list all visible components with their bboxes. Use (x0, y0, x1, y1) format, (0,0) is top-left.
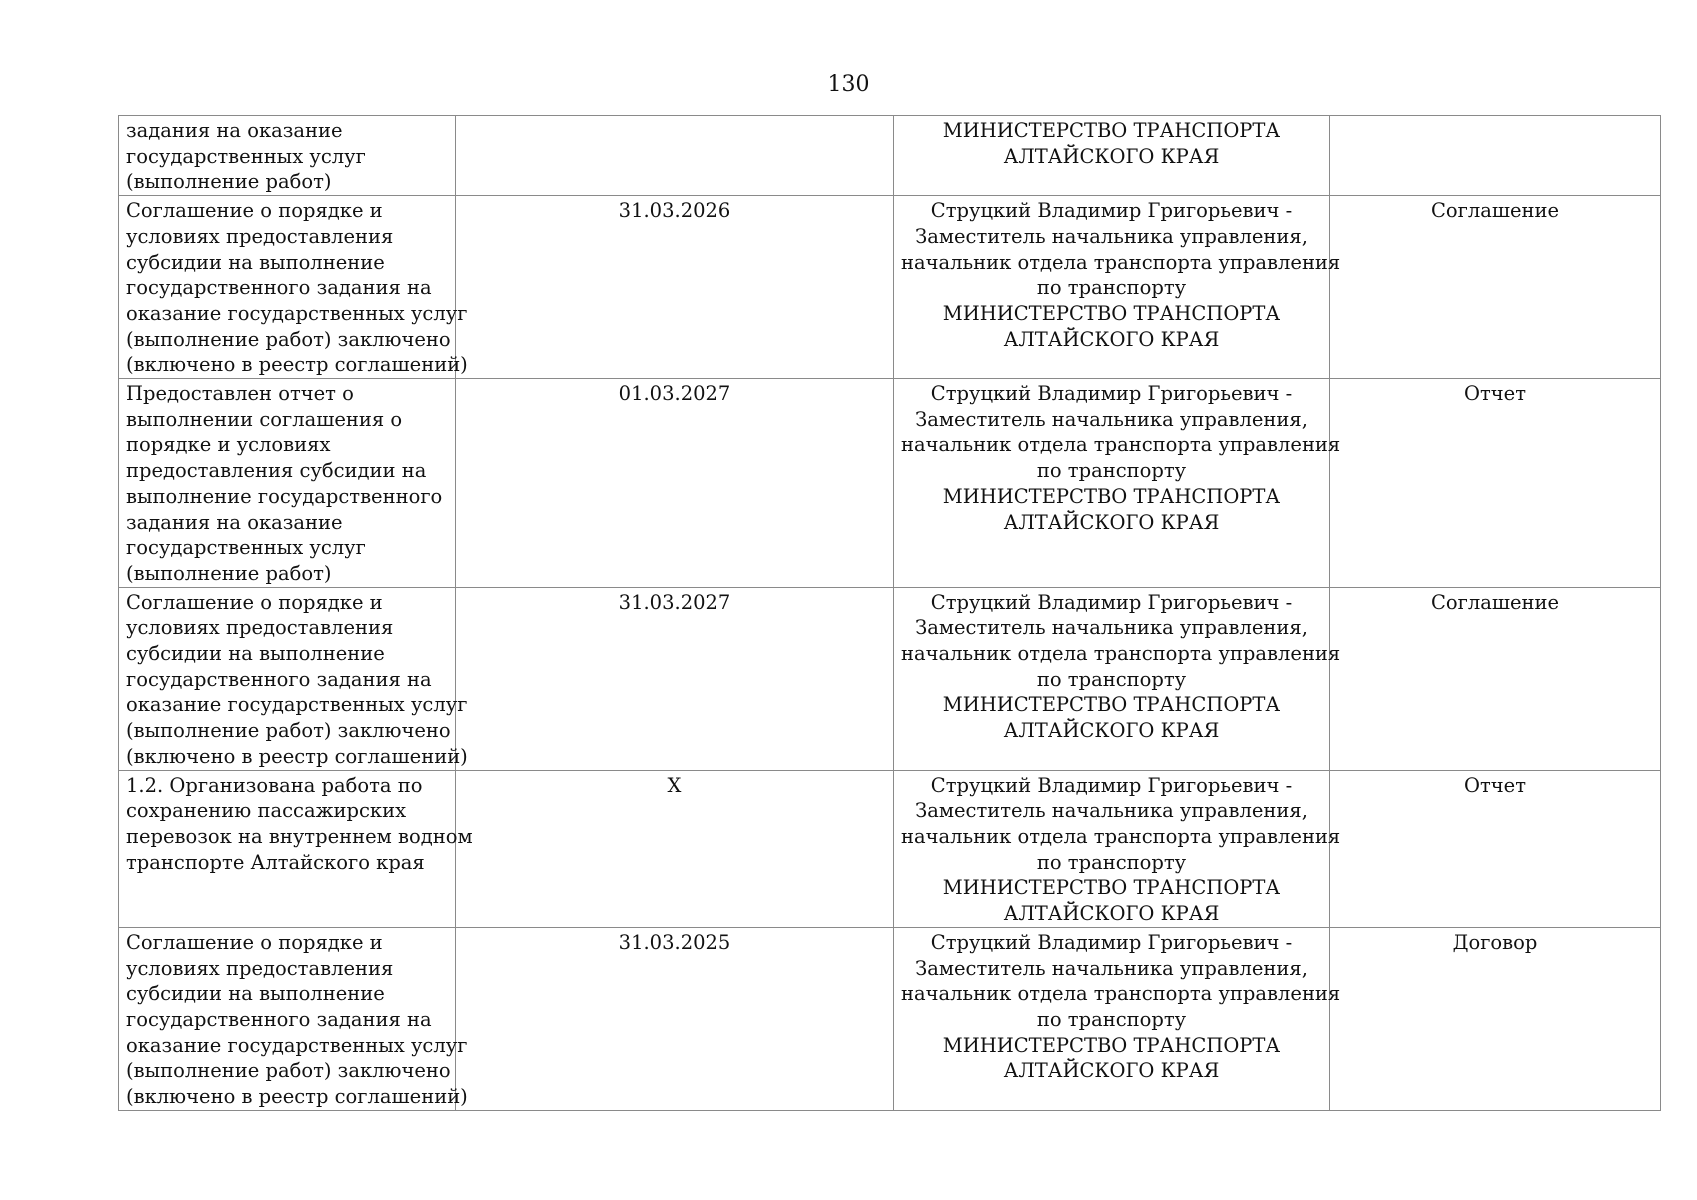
cell-text: 31.03.2027 (618, 590, 731, 614)
cell-text-line: оказание государственных услуг (126, 301, 468, 325)
date-cell (456, 927, 894, 1110)
table-row (119, 587, 1661, 770)
cell-text-line: предоставления субсидии на (126, 459, 427, 483)
document-type-cell (1330, 770, 1661, 927)
cell-text: Отчет (1464, 382, 1526, 406)
table-row (119, 379, 1661, 588)
cell-text-line: МИНИСТЕРСТВО ТРАНСПОРТА (942, 693, 1281, 717)
cell-text-line: Заместитель начальника управления, (915, 224, 1308, 248)
cell-text-line: АЛТАЙСКОГО КРАЯ (1003, 902, 1220, 926)
cell-text-line: государственных услуг (126, 144, 366, 168)
cell-text-line: государственного задания на (126, 276, 432, 300)
cell-text-line: АЛТАЙСКОГО КРАЯ (1003, 719, 1220, 743)
cell-text-line: 1.2. Организована работа по (126, 773, 423, 797)
cell-text-line: выполнении соглашения о (126, 407, 403, 431)
cell-text-line: МИНИСТЕРСТВО ТРАНСПОРТА (942, 1033, 1281, 1057)
cell-text-line: по транспорту (1036, 667, 1187, 691)
cell-text-line: Струцкий Владимир Григорьевич - (930, 199, 1293, 223)
cell-text: 31.03.2025 (618, 930, 731, 954)
responsible-cell (894, 927, 1341, 1110)
cell-text-line: Струцкий Владимир Григорьевич - (930, 382, 1293, 406)
cell-text-line: транспорте Алтайского края (126, 850, 425, 874)
cell-text-line: АЛТАЙСКОГО КРАЯ (1003, 510, 1220, 534)
cell-text-line: МИНИСТЕРСТВО ТРАНСПОРТА (942, 876, 1281, 900)
cell-text-line: государственного задания на (126, 1007, 432, 1031)
cell-text: 01.03.2027 (618, 382, 731, 406)
responsible-cell (894, 379, 1341, 588)
cell-text-line: по транспорту (1036, 1007, 1187, 1031)
cell-text-line: Струцкий Владимир Григорьевич - (930, 590, 1293, 614)
date-cell (456, 196, 894, 379)
cell-text-line: (включено в реестр соглашений) (126, 353, 468, 377)
cell-text-line: субсидии на выполнение (126, 982, 385, 1006)
cell-text-line: Соглашение о порядке и (126, 590, 383, 614)
cell-text-line: (выполнение работ) заключено (126, 1059, 451, 1083)
responsible-cell (894, 587, 1341, 770)
cell-text-line: Заместитель начальника управления, (915, 407, 1308, 431)
cell-text-line: (выполнение работ) заключено (126, 327, 451, 351)
event-name-cell (119, 587, 468, 770)
responsible-cell (894, 116, 1330, 196)
event-name-cell (119, 927, 468, 1110)
cell-text-line: по транспорту (1036, 276, 1187, 300)
event-name-cell (119, 196, 468, 379)
cell-text: Отчет (1464, 773, 1526, 797)
cell-text-line: Струцкий Владимир Григорьевич - (930, 930, 1293, 954)
cell-text-line: Соглашение о порядке и (126, 199, 383, 223)
cell-text-line: Заместитель начальника управления, (915, 956, 1308, 980)
cell-text-line: условиях предоставления (126, 616, 394, 640)
cell-text-line: (выполнение работ) (126, 170, 332, 194)
control-points-table (118, 115, 1661, 1111)
cell-text-line: государственных услуг (126, 536, 366, 560)
cell-text: Х (667, 773, 682, 797)
cell-text-line: (включено в реестр соглашений) (126, 744, 468, 768)
document-type-cell (1330, 927, 1661, 1110)
cell-text-line: оказание государственных услуг (126, 1033, 468, 1057)
cell-text-line: начальник отдела транспорта управления (901, 982, 1341, 1006)
cell-text-line: государственного задания на (126, 667, 432, 691)
cell-text-line: МИНИСТЕРСТВО ТРАНСПОРТА (942, 484, 1281, 508)
cell-text-line: условиях предоставления (126, 956, 394, 980)
cell-text-line: Соглашение о порядке и (126, 930, 383, 954)
cell-text-line: АЛТАЙСКОГО КРАЯ (1003, 144, 1220, 168)
document-type-cell (1330, 116, 1661, 196)
table-row (119, 927, 1661, 1110)
cell-text: Соглашение (1430, 199, 1560, 223)
cell-text-line: АЛТАЙСКОГО КРАЯ (1003, 1059, 1220, 1083)
cell-text-line: субсидии на выполнение (126, 250, 385, 274)
cell-text-line: Предоставлен отчет о (126, 382, 354, 406)
cell-text-line: начальник отдела транспорта управления (901, 250, 1341, 274)
responsible-cell (894, 770, 1341, 927)
date-cell (456, 587, 894, 770)
document-type-cell (1330, 587, 1661, 770)
cell-text-line: (выполнение работ) заключено (126, 719, 451, 743)
cell-text-line: начальник отдела транспорта управления (901, 824, 1341, 848)
cell-text-line: начальник отдела транспорта управления (901, 433, 1341, 457)
cell-text-line: Заместитель начальника управления, (915, 616, 1308, 640)
event-name-cell (119, 116, 456, 196)
cell-text: 31.03.2026 (618, 199, 731, 223)
event-name-cell (119, 379, 456, 588)
cell-text-line: начальник отдела транспорта управления (901, 642, 1341, 666)
cell-text-line: задания на оказание (126, 119, 343, 142)
cell-text-line: порядке и условиях (126, 433, 331, 457)
cell-text-line: условиях предоставления (126, 224, 394, 248)
cell-text: Договор (1452, 930, 1538, 954)
page-number: 130 (827, 72, 870, 97)
cell-text-line: МИНИСТЕРСТВО ТРАНСПОРТА (942, 301, 1281, 325)
document-type-cell (1330, 379, 1661, 588)
cell-text-line: задания на оказание (126, 510, 343, 534)
table-row (119, 196, 1661, 379)
cell-text-line: (выполнение работ) (126, 561, 332, 585)
responsible-cell (894, 196, 1341, 379)
date-cell (456, 770, 894, 927)
cell-text-line: по транспорту (1036, 850, 1187, 874)
cell-text-line: Заместитель начальника управления, (915, 799, 1308, 823)
cell-text-line: субсидии на выполнение (126, 642, 385, 666)
cell-text-line: по транспорту (1036, 459, 1187, 483)
cell-text-line: выполнение государственного (126, 484, 443, 508)
cell-text-line: оказание государственных услуг (126, 693, 468, 717)
event-name-cell (119, 770, 473, 927)
cell-text-line: сохранению пассажирских (126, 799, 407, 823)
date-cell (456, 116, 894, 196)
cell-text-line: АЛТАЙСКОГО КРАЯ (1003, 327, 1220, 351)
table-row (119, 116, 1661, 196)
table-row (119, 770, 1661, 927)
cell-text-line: Струцкий Владимир Григорьевич - (930, 773, 1293, 797)
date-cell (456, 379, 894, 588)
cell-text-line: МИНИСТЕРСТВО ТРАНСПОРТА (942, 119, 1281, 142)
cell-text-line: (включено в реестр соглашений) (126, 1085, 468, 1109)
cell-text-line: перевозок на внутреннем водном (126, 824, 473, 848)
cell-text: Соглашение (1430, 590, 1560, 614)
document-type-cell (1330, 196, 1661, 379)
